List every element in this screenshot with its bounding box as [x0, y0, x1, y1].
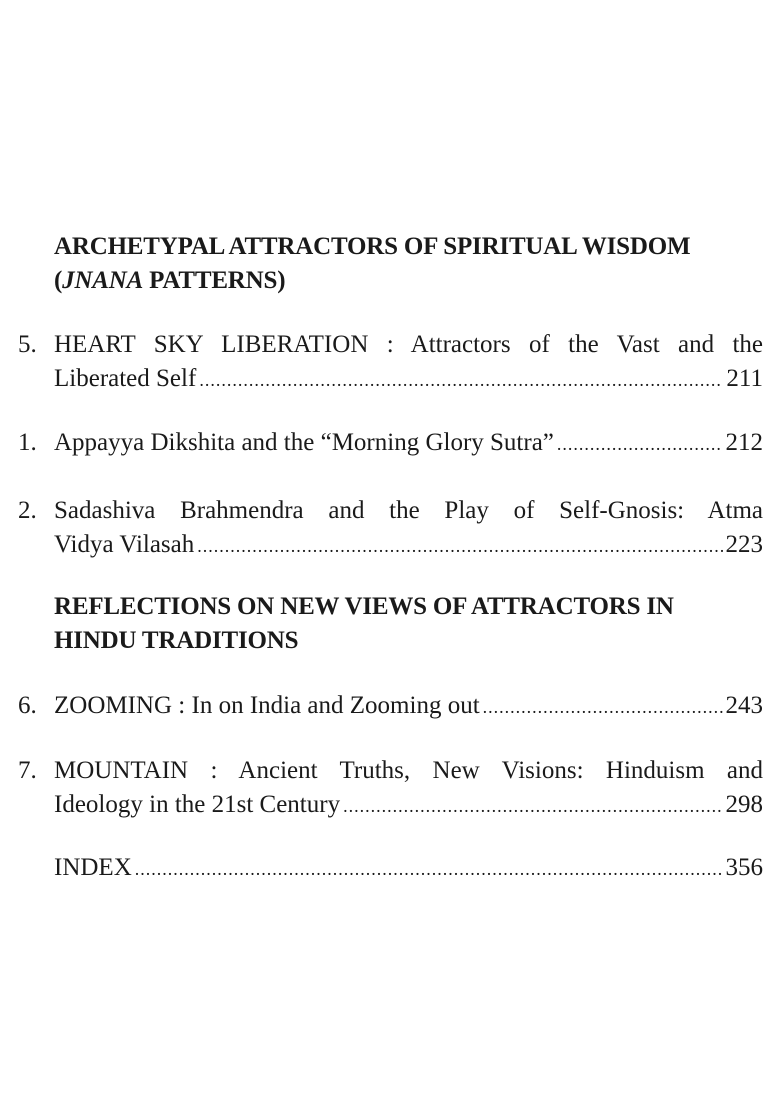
- section-heading-jnana-patterns: [54, 230, 766, 298]
- chapter-number: 5.: [18, 331, 37, 358]
- dot-leader: [557, 427, 723, 461]
- section-heading-line: REFLECTIONS ON NEW VIEWS OF ATTRACTORS IN: [54, 593, 674, 620]
- page-number: 212: [725, 429, 763, 456]
- page-number: 211: [726, 365, 763, 392]
- entry-title-line: HEART SKY LIBERATION : Attractors of the Vast and the: [54, 331, 763, 358]
- section-heading-line: ARCHETYPAL ATTRACTORS OF SPIRITUAL WISDOM: [54, 233, 691, 260]
- entry-title-line: Liberated Self: [54, 365, 197, 392]
- toc-entry[interactable]: [18, 426, 763, 461]
- italic-term: JNANA: [62, 267, 144, 294]
- entry-title-line: Ideology in the 21st Century: [54, 791, 341, 818]
- toc-entry-index[interactable]: [18, 851, 763, 886]
- section-heading-reflections: [54, 590, 766, 658]
- chapter-number: 1.: [18, 429, 37, 456]
- dot-leader: [343, 789, 722, 823]
- page-number: 298: [725, 791, 763, 818]
- dot-leader: [483, 690, 723, 724]
- chapter-number: 2.: [18, 497, 37, 524]
- entry-title-line: Vidya Vilasah: [54, 531, 195, 558]
- chapter-number: 7.: [18, 757, 37, 784]
- dot-leader: [199, 363, 723, 397]
- dot-leader: [197, 529, 722, 563]
- page-number: 243: [725, 692, 763, 719]
- toc-entry[interactable]: [18, 689, 763, 724]
- page-number: 356: [725, 854, 763, 881]
- entry-title-line: ZOOMING : In on India and Zooming out: [54, 692, 480, 719]
- dot-leader: [135, 852, 723, 886]
- section-heading-line: HINDU TRADITIONS: [54, 627, 299, 654]
- toc-entry[interactable]: [18, 754, 763, 823]
- entry-title-line: INDEX: [54, 854, 132, 881]
- entry-title-line: Appayya Dikshita and the “Morning Glory Sutra”: [54, 429, 554, 456]
- entry-title-line: Sadashiva Brahmendra and the Play of Self-Gnosis: Atma: [54, 497, 763, 524]
- entry-title-line: MOUNTAIN : Ancient Truths, New Visions: Hinduism and: [54, 757, 763, 784]
- toc-entry[interactable]: [18, 494, 763, 563]
- page-number: 223: [725, 531, 763, 558]
- chapter-number: 6.: [18, 692, 37, 719]
- toc-entry[interactable]: [18, 328, 763, 397]
- section-heading-line: (JNANA PATTERNS): [54, 267, 286, 294]
